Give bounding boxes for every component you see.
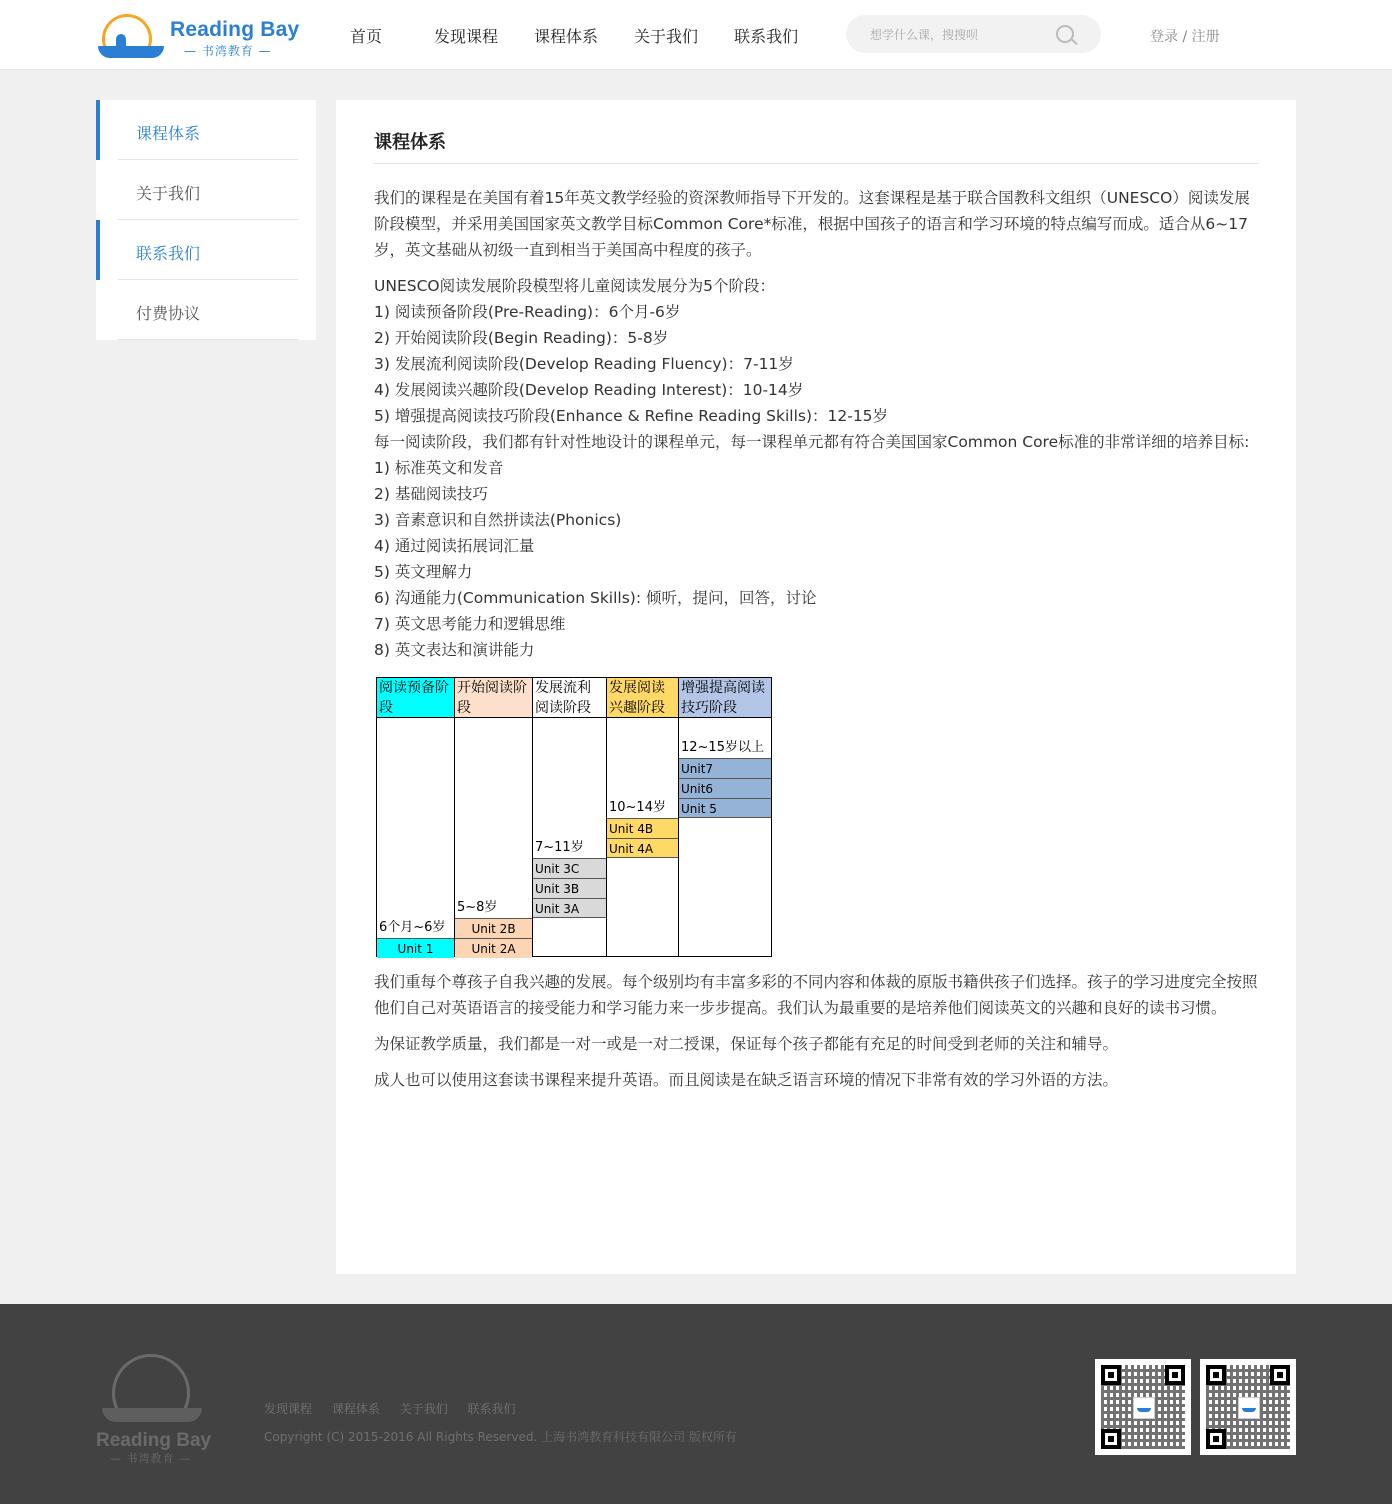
footer-link-discover[interactable]: 发现课程: [264, 1402, 313, 1416]
paragraph: 成人也可以使用这套读书课程来提升英语。而且阅读是在缺乏语言环境的情况下非常有效的学习外语的方法。: [374, 1071, 1119, 1089]
column-header: 发展阅读兴趣阶段: [607, 678, 678, 718]
footer-links: [264, 1400, 532, 1417]
title-divider: [374, 163, 1258, 164]
boat-icon: [102, 1408, 202, 1422]
list-item: 3) 音素意识和自然拼读法(Phonics): [374, 511, 622, 529]
sidebar-item-label: 关于我们: [136, 184, 201, 203]
column-header: 阅读预备阶段: [377, 678, 454, 718]
page-title: 课程体系: [374, 132, 446, 153]
unit-cell: Unit 3C: [533, 858, 606, 878]
site-header: [0, 0, 1392, 70]
unit-cell: Unit 4A: [607, 838, 678, 858]
qr-code-icon: [1200, 1359, 1296, 1455]
sidebar-item-payment-agreement[interactable]: [96, 280, 316, 340]
unit-cell: Unit 3B: [533, 878, 606, 898]
list-item: 8) 英文表达和演讲能力: [374, 641, 535, 659]
table-column-begin-reading: [455, 678, 533, 956]
table-column-interest: [607, 678, 679, 956]
main-content: [336, 100, 1296, 1274]
table-column-fluency: [533, 678, 607, 956]
register-link[interactable]: 注册: [1191, 29, 1220, 45]
brand-name: Reading Bay: [170, 18, 300, 41]
footer-brand-name: Reading Bay: [96, 1430, 212, 1451]
copyright: Copyright (C) 2015-2016 All Rights Reserved. 上海书湾教育科技有限公司 版权所有: [264, 1430, 737, 1444]
nav-curriculum[interactable]: 课程体系: [534, 27, 599, 46]
login-link[interactable]: 登录: [1150, 29, 1178, 45]
nav-contact-us[interactable]: 联系我们: [734, 27, 799, 46]
age-label: 7~11岁: [535, 840, 584, 855]
list-item: 3) 发展流利阅读阶段(Develop Reading Fluency)：7-11岁: [374, 355, 794, 373]
goals-intro: 每一阅读阶段，我们都有针对性地设计的课程单元，每一课程单元都有符合美国国家Common Core标准的非常详细的培养目标:: [374, 433, 1250, 451]
curriculum-table: [376, 677, 772, 957]
search-box: [846, 15, 1101, 53]
footer-link-contact[interactable]: 联系我们: [467, 1402, 516, 1416]
sidebar-item-label: 联系我们: [136, 244, 201, 263]
brand-subtitle: — 书湾教育 —: [184, 44, 272, 58]
list-item: 4) 通过阅读拓展词汇量: [374, 537, 535, 555]
list-item: 4) 发展阅读兴趣阶段(Develop Reading Interest)：10-14岁: [374, 381, 804, 399]
list-item: 6) 沟通能力(Communication Skills): 倾听，提问，回答，讨论: [374, 589, 817, 607]
age-label: 5~8岁: [457, 900, 498, 915]
column-header: 开始阅读阶段: [455, 678, 532, 718]
paragraph: 为保证教学质量，我们都是一对一或是一对二授课，保证每个孩子都能有充足的时间受到老师的关注和辅导。: [374, 1035, 1119, 1053]
nav-discover-courses[interactable]: 发现课程: [434, 27, 499, 46]
article-body: [374, 185, 1260, 1103]
unit-cell: Unit 3A: [533, 898, 606, 918]
unit-cell: Unit 4B: [607, 818, 678, 838]
list-item: 1) 标准英文和发音: [374, 459, 504, 477]
footer-brand-subtitle: — 书湾教育 —: [110, 1452, 191, 1465]
unit-cell: Unit 2A: [455, 938, 532, 958]
unit-cell: Unit 5: [679, 798, 771, 818]
column-header: 发展流利阅读阶段: [533, 678, 606, 718]
table-column-enhance: [679, 678, 771, 956]
sidebar-item-about[interactable]: [96, 160, 316, 220]
nav-home[interactable]: 首页: [350, 27, 383, 46]
sidebar: [96, 100, 316, 340]
column-header: 增强提高阅读技巧阶段: [679, 678, 771, 718]
goals-list: [374, 455, 1260, 663]
list-item: 2) 基础阅读技巧: [374, 485, 488, 503]
list-item: 2) 开始阅读阶段(Begin Reading)：5-8岁: [374, 329, 669, 347]
footer-link-curriculum[interactable]: 课程体系: [331, 1402, 380, 1416]
footer-logo[interactable]: [96, 1352, 210, 1464]
unit-cell: Unit6: [679, 778, 771, 798]
age-label: 12~15岁以上: [681, 740, 764, 755]
search-input[interactable]: [868, 24, 1052, 46]
list-item: 5) 增强提高阅读技巧阶段(Enhance & Refine Reading Skills)：12-15岁: [374, 407, 889, 425]
main-nav: [350, 24, 834, 47]
qr-code-icon: [1095, 1359, 1191, 1455]
footer-link-about[interactable]: 关于我们: [399, 1402, 448, 1416]
age-label: 6个月~6岁: [379, 920, 446, 935]
sidebar-item-label: 付费协议: [136, 304, 201, 323]
search-icon[interactable]: [1056, 25, 1074, 43]
list-item: 5) 英文理解力: [374, 563, 473, 581]
site-logo[interactable]: [96, 12, 300, 64]
auth-links: [1150, 26, 1220, 46]
table-column-pre-reading: [377, 678, 455, 956]
boat-icon: [98, 46, 164, 58]
list-item: 7) 英文思考能力和逻辑思维: [374, 615, 566, 633]
unit-cell: Unit7: [679, 758, 771, 778]
sidebar-item-contact[interactable]: [96, 220, 316, 280]
stages-intro: UNESCO阅读发展阶段模型将儿童阅读发展分为5个阶段：: [374, 277, 775, 295]
sidebar-item-label: 课程体系: [136, 124, 201, 143]
unit-cell: Unit 2B: [455, 918, 532, 938]
site-footer: [0, 1304, 1392, 1504]
list-item: 1) 阅读预备阶段(Pre-Reading)：6个月-6岁: [374, 303, 681, 321]
intro-paragraph: 我们的课程是在美国有着15年英文教学经验的资深教师指导下开发的。这套课程是基于联合国教科文组织（UNESCO）阅读发展阶段模型，并采用美国国家英文教学目标Common Core*标准，根据中国孩子的语言和学习环境的特点编写而成。适合从6~17岁，英文基础从初级一直到相当于美国高中程度的孩子。: [374, 189, 1250, 259]
auth-separator: /: [1178, 29, 1192, 45]
sidebar-item-curriculum[interactable]: [96, 100, 316, 160]
stages-list: [374, 273, 1260, 429]
age-label: 10~14岁: [609, 800, 666, 815]
paragraph: 我们重每个尊孩子自我兴趣的发展。每个级别均有丰富多彩的不同内容和体裁的原版书籍供孩子们选择。孩子的学习进度完全按照他们自己对英语语言的接受能力和学习能力来一步步提高。我们认为最重要的是培养他们阅读英文的兴趣和良好的读书习惯。: [374, 973, 1258, 1017]
unit-cell: Unit 1: [377, 938, 454, 958]
nav-about-us[interactable]: 关于我们: [634, 27, 699, 46]
